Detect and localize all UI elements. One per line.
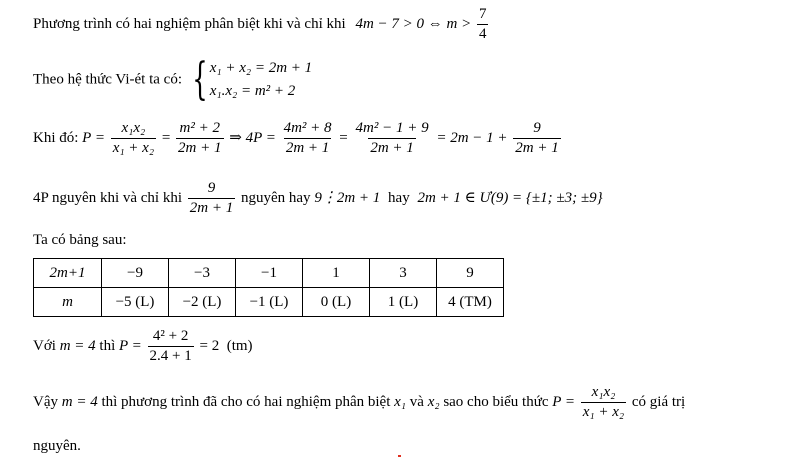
- integer-mid: nguyên hay: [240, 190, 311, 207]
- table-cell: 2m+1: [34, 259, 102, 288]
- table-cell: −9: [102, 259, 169, 288]
- vieta-system: [186, 54, 313, 105]
- fraction-nine: $\frac{9}{2m + 1}$: [515, 120, 559, 157]
- check-p-equals: P =: [119, 338, 142, 355]
- table-row: [34, 259, 504, 288]
- table-cell: m: [34, 288, 102, 317]
- check-condition: m = 4: [59, 338, 96, 355]
- fraction-nine-2: $\frac{9}{2m + 1}$: [189, 180, 234, 217]
- integer-hay: hay: [388, 190, 410, 207]
- equals-sign-2: =: [339, 130, 348, 147]
- divisibility: 9⋮2m + 1: [314, 190, 381, 207]
- line-integer-condition: [33, 180, 603, 218]
- integer-lead: 4P nguyên khi và chỉ khi: [33, 190, 183, 207]
- line-condition: [33, 6, 490, 44]
- conclusion-text-2: sao cho biểu thức: [443, 394, 549, 411]
- conclusion-text-1: thì phương trình đã cho có hai nghiệm phân biệt: [101, 394, 391, 411]
- check-tail: = 2 (tm): [199, 338, 253, 355]
- fraction-check: $\frac{\text{4² + 2}}{2.4 + 1}$: [149, 328, 192, 365]
- table-cell: 4 (TM): [437, 288, 504, 317]
- equals-sign: =: [161, 130, 171, 147]
- condition-text: Phương trình có hai nghiệm phân biệt khi và chỉ khi: [33, 16, 346, 33]
- table-cell: 0 (L): [303, 288, 370, 317]
- value-table: [33, 258, 504, 317]
- table-cell: −5 (L): [102, 288, 169, 317]
- table-cell: −1: [236, 259, 303, 288]
- derivation-lead: Khi đó:: [33, 130, 79, 147]
- fraction-m2: $\frac{\text{m² + 2}}{2m + 1}$: [178, 120, 222, 157]
- red-mark: [398, 455, 401, 457]
- fraction-p-final: $\frac{\text{x₁x₂}}{\text{x₁ + x₂}}$: [582, 384, 625, 421]
- table-cell: −1 (L): [236, 288, 303, 317]
- conclusion-condition: m = 4: [61, 394, 98, 411]
- var-x1: x₁: [394, 394, 407, 411]
- table-cell: 9: [437, 259, 504, 288]
- fraction-p: $\frac{\text{x₁x₂}}{\text{x₁ + x₂}}$: [112, 120, 155, 157]
- table-caption: Ta có bảng sau:: [33, 232, 127, 248]
- divisor-set: 2m + 1 ∈ Ư(9) = {±1; ±3; ±9}: [417, 190, 603, 207]
- table-cell: 1: [303, 259, 370, 288]
- line-vieta: [33, 54, 313, 105]
- line-conclusion: [33, 384, 685, 422]
- check-lead: Với: [33, 338, 56, 355]
- p-equals: P =: [82, 130, 105, 147]
- conclusion-va: và: [409, 394, 424, 411]
- fraction-seven-quarters: $\frac{7}{4}$: [478, 6, 487, 43]
- line-final: nguyên.: [33, 438, 81, 454]
- vieta-sum: x₁ + x₂ = 2m + 1: [209, 60, 313, 76]
- table-cell: 1 (L): [370, 288, 437, 317]
- var-x2: x₂: [427, 394, 440, 411]
- line-derivation: [33, 120, 563, 158]
- check-thi: thì: [99, 338, 116, 355]
- derivation-tail: = 2m − 1 +: [436, 130, 508, 147]
- conclusion-text-3: có giá trị: [631, 394, 686, 411]
- brace-icon: {: [192, 54, 208, 105]
- vieta-product: x₁.x₂ = m² + 2: [209, 83, 296, 99]
- fraction-4m2: $\frac{\text{4m² + 8}}{2m + 1}$: [283, 120, 332, 157]
- conclusion-p-equals: P =: [552, 394, 576, 411]
- table-cell: −2 (L): [169, 288, 236, 317]
- table-cell: 3: [370, 259, 437, 288]
- table-row: [34, 288, 504, 317]
- vieta-text: Theo hệ thức Vi-ét ta có:: [33, 71, 182, 88]
- fraction-expanded: $\frac{\text{4m² − 1 + 9}}{2m + 1}$: [355, 120, 429, 157]
- implies-4p: ⇒ 4P =: [229, 130, 276, 147]
- line-check: [33, 328, 253, 366]
- table-cell: −3: [169, 259, 236, 288]
- condition-math: 4m − 7 > 0 ⇔ m >: [355, 16, 472, 33]
- conclusion-lead: Vậy: [33, 394, 58, 411]
